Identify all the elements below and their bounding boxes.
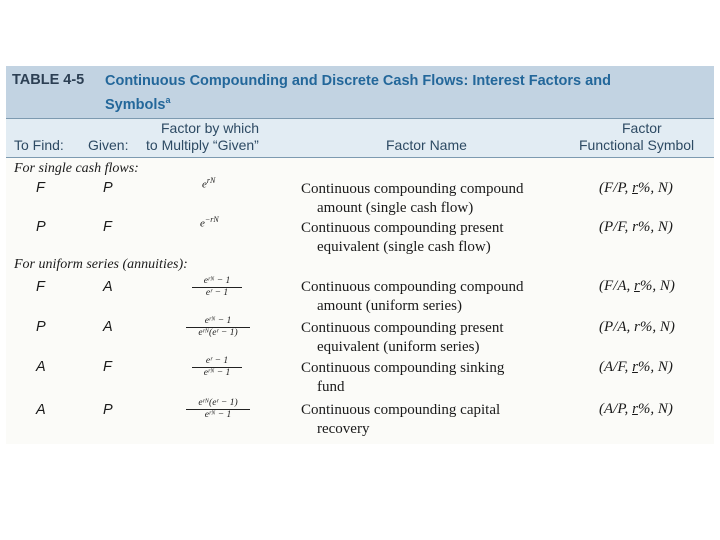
symbol-close: %, N) bbox=[639, 278, 675, 294]
table-title-text: Continuous Compounding and Discrete Cash Flows: Interest Factors and Symbols bbox=[105, 73, 611, 113]
factor-numerator: eʳᴺ − 1 bbox=[192, 276, 242, 288]
table-header bbox=[6, 118, 714, 158]
row-functional-symbol bbox=[599, 278, 675, 295]
factor-name-line1: Continuous compounding capital bbox=[301, 402, 501, 418]
symbol-rate: r bbox=[632, 180, 638, 196]
factor-base: e bbox=[202, 178, 207, 191]
symbol-close: %, N) bbox=[637, 219, 673, 235]
symbol-rate: r bbox=[632, 359, 638, 375]
row-factor bbox=[192, 276, 242, 299]
symbol-close: %, N) bbox=[637, 401, 673, 417]
factor-name-line1: Continuous compounding compound bbox=[301, 181, 524, 197]
header-to-find: To Find: bbox=[14, 137, 64, 153]
header-functional-symbol-line1: Factor bbox=[622, 120, 662, 136]
factor-denominator: eʳ − 1 bbox=[205, 288, 229, 298]
symbol-open: (A/F, bbox=[599, 359, 633, 375]
row-given: A bbox=[103, 279, 113, 295]
table-footnote-marker: a bbox=[165, 95, 171, 105]
factor-name-line1: Continuous compounding present bbox=[301, 320, 504, 336]
row-find: F bbox=[36, 279, 45, 295]
row-given: F bbox=[103, 359, 112, 375]
row-find: P bbox=[36, 219, 46, 235]
row-given: A bbox=[103, 319, 113, 335]
symbol-rate: r bbox=[632, 219, 638, 235]
row-find: F bbox=[36, 180, 45, 196]
symbol-close: %, N) bbox=[637, 180, 673, 196]
factor-name-line1: Continuous compounding sinking bbox=[301, 360, 505, 376]
factor-name-line2: equivalent (single cash flow) bbox=[317, 239, 491, 255]
header-factor-by-which-line1: Factor by which bbox=[161, 120, 260, 136]
row-find: P bbox=[36, 319, 46, 335]
factor-name-line1: Continuous compounding compound bbox=[301, 279, 524, 295]
symbol-close: %, N) bbox=[637, 359, 673, 375]
factor-name-line2: amount (single cash flow) bbox=[317, 200, 474, 216]
table-label: TABLE 4-5 bbox=[12, 72, 85, 88]
table-title-band bbox=[6, 66, 714, 118]
row-functional-symbol bbox=[599, 219, 673, 236]
symbol-rate: r bbox=[634, 278, 640, 294]
factor-numerator: eʳᴺ − 1 bbox=[186, 316, 250, 328]
section-uniform-series: For uniform series (annuities): bbox=[14, 257, 188, 272]
row-factor-name bbox=[301, 219, 591, 257]
factor-denominator: eʳᴺ − 1 bbox=[204, 410, 232, 420]
factor-base: e bbox=[200, 217, 205, 230]
table-title bbox=[105, 72, 665, 115]
factor-exponent: −rN bbox=[204, 215, 219, 224]
row-find: A bbox=[36, 359, 46, 375]
row-factor bbox=[200, 215, 219, 230]
row-factor bbox=[186, 316, 250, 339]
symbol-open: (F/P, bbox=[599, 180, 633, 196]
section-single-cash-flows: For single cash flows: bbox=[14, 161, 139, 176]
header-factor-name: Factor Name bbox=[386, 137, 467, 153]
symbol-open: (A/P, bbox=[599, 401, 633, 417]
row-factor bbox=[192, 356, 242, 379]
row-given: P bbox=[103, 180, 113, 196]
factor-denominator: eʳᴺ − 1 bbox=[203, 368, 231, 378]
row-factor-name bbox=[301, 180, 591, 218]
header-given: Given: bbox=[88, 137, 129, 153]
symbol-open: (P/A, bbox=[599, 319, 634, 335]
symbol-open: (F/A, bbox=[599, 278, 634, 294]
row-factor-name bbox=[301, 319, 591, 357]
row-factor bbox=[186, 398, 250, 421]
row-functional-symbol bbox=[599, 359, 673, 376]
factor-name-line2: fund bbox=[317, 379, 345, 395]
table-scan bbox=[6, 66, 714, 444]
symbol-close: %, N) bbox=[639, 319, 675, 335]
row-functional-symbol bbox=[599, 319, 675, 336]
row-factor-name bbox=[301, 401, 591, 439]
row-given: P bbox=[103, 402, 113, 418]
factor-exponent: rN bbox=[206, 176, 216, 185]
row-given: F bbox=[103, 219, 112, 235]
row-find: A bbox=[36, 402, 46, 418]
factor-numerator: eʳᴺ(eʳ − 1) bbox=[186, 398, 250, 410]
header-functional-symbol-line2: Functional Symbol bbox=[579, 137, 695, 153]
symbol-rate: r bbox=[632, 401, 638, 417]
row-factor-name bbox=[301, 278, 591, 316]
symbol-open: (P/F, bbox=[599, 219, 633, 235]
header-factor-by-which-line2: to Multiply “Given” bbox=[146, 137, 259, 153]
factor-name-line2: equivalent (uniform series) bbox=[317, 339, 480, 355]
row-factor-name bbox=[301, 359, 591, 397]
factor-denominator: eʳᴺ(eʳ − 1) bbox=[198, 328, 238, 338]
row-functional-symbol bbox=[599, 180, 673, 197]
factor-name-line1: Continuous compounding present bbox=[301, 220, 504, 236]
factor-name-line2: amount (uniform series) bbox=[317, 298, 462, 314]
row-functional-symbol bbox=[599, 401, 673, 418]
factor-numerator: eʳ − 1 bbox=[192, 356, 242, 368]
factor-name-line2: recovery bbox=[317, 421, 370, 437]
row-factor bbox=[202, 176, 215, 191]
symbol-rate: r bbox=[634, 319, 640, 335]
